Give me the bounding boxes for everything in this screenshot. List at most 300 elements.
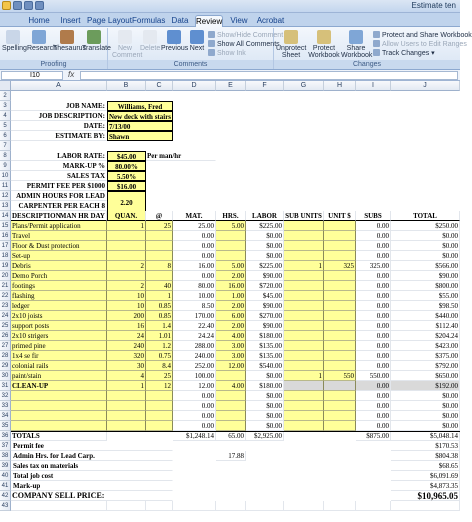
summary-value-sales-tax-on-materials[interactable]: $68.65	[391, 461, 460, 471]
line-item-description[interactable]: Travel	[11, 231, 107, 241]
line-item-cell[interactable]: 0.00	[173, 421, 216, 431]
line-item-cell[interactable]: 40	[146, 281, 173, 291]
line-item-cell[interactable]: 0.00	[173, 251, 216, 261]
line-item-cell[interactable]: $135.00	[246, 341, 284, 351]
admin-hours-label[interactable]: MAN HR DAY	[11, 211, 107, 221]
line-item-cell[interactable]	[284, 231, 324, 241]
row-header[interactable]: 20	[0, 271, 11, 281]
line-item-cell[interactable]	[107, 241, 146, 251]
column-header-d[interactable]: D	[173, 81, 216, 91]
line-item-cell[interactable]: 25.00	[173, 221, 216, 231]
value-date[interactable]: 7/13/00	[107, 121, 173, 131]
row-header[interactable]: 11	[0, 181, 11, 191]
line-item-cell[interactable]: 5.00	[216, 261, 246, 271]
column-title-[interactable]: @	[146, 211, 173, 221]
line-item-cell[interactable]: 0.00	[173, 271, 216, 281]
line-item-cell[interactable]: 0.00	[356, 391, 391, 401]
line-item-cell[interactable]	[107, 251, 146, 261]
line-item-cell[interactable]	[146, 421, 173, 431]
empty-cell[interactable]	[284, 501, 324, 511]
line-item-description[interactable]: CLEAN-UP	[11, 381, 107, 391]
column-header-a[interactable]: A	[11, 81, 107, 91]
line-item-cell[interactable]: $0.00	[246, 241, 284, 251]
line-item-description[interactable]: Plans/Permit application	[11, 221, 107, 231]
row-header[interactable]: 4	[0, 111, 11, 121]
line-item-cell[interactable]: 2.00	[216, 271, 246, 281]
line-item-cell[interactable]: 0.00	[356, 321, 391, 331]
line-item-cell[interactable]: 16	[107, 321, 146, 331]
line-item-cell[interactable]: 0.00	[356, 331, 391, 341]
line-item-cell[interactable]: $90.00	[246, 301, 284, 311]
totals-subs[interactable]: $875.00	[356, 431, 391, 441]
row-header[interactable]: 27	[0, 341, 11, 351]
line-item-cell[interactable]: 80.00	[173, 281, 216, 291]
line-item-cell[interactable]	[107, 401, 146, 411]
line-item-cell[interactable]: $0.00	[391, 231, 460, 241]
line-item-description[interactable]: 2x10 joists	[11, 311, 107, 321]
line-item-cell[interactable]: $90.00	[391, 271, 460, 281]
line-item-cell[interactable]	[146, 241, 173, 251]
unprotect-sheet-button[interactable]	[276, 30, 306, 59]
line-item-cell[interactable]: $90.00	[246, 271, 284, 281]
row-header[interactable]: 10	[0, 171, 11, 181]
empty-cell[interactable]	[173, 501, 216, 511]
line-item-cell[interactable]: $45.00	[246, 291, 284, 301]
column-header-b[interactable]: B	[107, 81, 146, 91]
delete-comment-button[interactable]	[140, 30, 160, 52]
line-item-cell[interactable]: 4.00	[216, 381, 246, 391]
line-item-description[interactable]: support posts	[11, 321, 107, 331]
line-item-cell[interactable]	[324, 411, 356, 421]
line-item-cell[interactable]: $0.00	[246, 421, 284, 431]
thesaurus-button[interactable]	[53, 30, 87, 52]
row-header[interactable]: 37	[0, 441, 11, 451]
column-title-labor[interactable]: LABOR	[246, 211, 284, 221]
line-item-cell[interactable]: 30	[107, 361, 146, 371]
line-item-cell[interactable]: 550	[324, 371, 356, 381]
line-item-description[interactable]	[11, 411, 107, 421]
line-item-cell[interactable]	[284, 311, 324, 321]
row-header[interactable]: 34	[0, 411, 11, 421]
admin-hours-label[interactable]: ADMIN HOURS FOR LEAD	[11, 191, 107, 201]
row-header[interactable]: 9	[0, 161, 11, 171]
line-item-cell[interactable]	[324, 241, 356, 251]
line-item-cell[interactable]: $135.00	[246, 351, 284, 361]
row-header[interactable]: 18	[0, 251, 11, 261]
line-item-description[interactable]: 2x10 strigers	[11, 331, 107, 341]
line-item-cell[interactable]: 320	[107, 351, 146, 361]
row-header[interactable]: 3	[0, 101, 11, 111]
column-title-hrs[interactable]: HRS.	[216, 211, 246, 221]
totals-labor[interactable]: $2,925.00	[246, 431, 284, 441]
allow-users-edit-ranges-button[interactable]	[373, 40, 467, 49]
line-item-cell[interactable]: 0.00	[356, 361, 391, 371]
line-item-cell[interactable]: 1.01	[146, 331, 173, 341]
line-item-cell[interactable]: $270.00	[246, 311, 284, 321]
line-item-cell[interactable]	[284, 291, 324, 301]
line-item-description[interactable]: Debris	[11, 261, 107, 271]
line-item-description[interactable]: 1x4 se fir	[11, 351, 107, 361]
row-header[interactable]: 7	[0, 141, 11, 151]
line-item-cell[interactable]: 1.4	[146, 321, 173, 331]
previous-comment-button[interactable]	[161, 30, 187, 52]
rate-note[interactable]: Per man/hr	[146, 151, 216, 161]
line-item-cell[interactable]: 0.85	[146, 311, 173, 321]
line-item-cell[interactable]: $800.00	[391, 281, 460, 291]
line-item-cell[interactable]: 22.40	[173, 321, 216, 331]
line-item-cell[interactable]	[284, 271, 324, 281]
line-item-description[interactable]	[11, 391, 107, 401]
line-item-cell[interactable]: $0.00	[391, 251, 460, 261]
row-header[interactable]: 2	[0, 91, 11, 101]
line-item-cell[interactable]: $0.00	[246, 231, 284, 241]
line-item-cell[interactable]: $650.00	[391, 371, 460, 381]
line-item-cell[interactable]	[324, 391, 356, 401]
show-all-comments-button[interactable]	[208, 40, 280, 49]
line-item-cell[interactable]: 25	[146, 221, 173, 231]
label-job-description[interactable]: JOB DESCRIPTION:	[11, 111, 107, 121]
line-item-cell[interactable]: 200	[107, 311, 146, 321]
line-item-cell[interactable]: 325.00	[356, 261, 391, 271]
line-item-cell[interactable]: 24.24	[173, 331, 216, 341]
line-item-cell[interactable]: 0.00	[356, 421, 391, 431]
line-item-cell[interactable]	[216, 371, 246, 381]
tab-formulas[interactable]: Formulas	[132, 16, 166, 25]
line-item-cell[interactable]	[324, 421, 356, 431]
line-item-cell[interactable]: 2.00	[216, 301, 246, 311]
line-item-cell[interactable]: $0.00	[246, 371, 284, 381]
line-item-cell[interactable]	[216, 391, 246, 401]
column-title-quan[interactable]: QUAN.	[107, 211, 146, 221]
line-item-cell[interactable]: 170.00	[173, 311, 216, 321]
row-header[interactable]: 42	[0, 491, 11, 501]
line-item-cell[interactable]	[284, 331, 324, 341]
line-item-cell[interactable]: 24	[107, 331, 146, 341]
summary-value-total-job-cost[interactable]: $6,091.69	[391, 471, 460, 481]
row-header[interactable]: 17	[0, 241, 11, 251]
label-mark-up[interactable]: MARK-UP %	[11, 161, 107, 171]
protect-workbook-button[interactable]	[308, 30, 340, 59]
summary-mark-up[interactable]: Mark-up	[11, 481, 173, 491]
line-item-description[interactable]: colonial rails	[11, 361, 107, 371]
line-item-cell[interactable]	[324, 311, 356, 321]
row-header[interactable]: 41	[0, 481, 11, 491]
line-item-cell[interactable]	[324, 381, 356, 391]
line-item-cell[interactable]: 4	[107, 371, 146, 381]
column-header-g[interactable]: G	[284, 81, 324, 91]
line-item-cell[interactable]: $180.00	[246, 381, 284, 391]
row-header[interactable]: 14	[0, 211, 11, 221]
row-header[interactable]: 43	[0, 501, 11, 511]
column-title-description[interactable]: DESCRIPTION	[11, 211, 107, 221]
line-item-cell[interactable]	[216, 241, 246, 251]
tab-home[interactable]: Home	[28, 16, 50, 25]
empty-cell[interactable]	[11, 501, 107, 511]
line-item-cell[interactable]: 0.85	[146, 301, 173, 311]
line-item-cell[interactable]	[284, 381, 324, 391]
line-item-description[interactable]: Floor & Dust protection	[11, 241, 107, 251]
empty-cell[interactable]	[391, 501, 460, 511]
line-item-cell[interactable]: 0.00	[356, 241, 391, 251]
line-item-cell[interactable]: $0.00	[391, 421, 460, 431]
line-item-cell[interactable]: 0.00	[173, 411, 216, 421]
totals-mat[interactable]: $1,248.14	[173, 431, 216, 441]
line-item-cell[interactable]	[284, 411, 324, 421]
line-item-cell[interactable]: 240	[107, 341, 146, 351]
protect-share-workbook-button[interactable]	[373, 31, 472, 40]
fx-icon[interactable]: fx	[68, 70, 75, 79]
line-item-cell[interactable]: $0.00	[246, 391, 284, 401]
line-item-cell[interactable]: $566.00	[391, 261, 460, 271]
line-item-cell[interactable]: 0.00	[356, 301, 391, 311]
column-header-h[interactable]: H	[324, 81, 356, 91]
summary-value-admin-hrs-for-lead-carp[interactable]: $804.38	[391, 451, 460, 461]
row-header[interactable]: 25	[0, 321, 11, 331]
summary-permit-fee[interactable]: Permit fee	[11, 441, 173, 451]
row-header[interactable]: 40	[0, 471, 11, 481]
line-item-description[interactable]: footings	[11, 281, 107, 291]
row-header[interactable]: 28	[0, 351, 11, 361]
line-item-cell[interactable]: 8.50	[173, 301, 216, 311]
line-item-cell[interactable]	[216, 421, 246, 431]
value-permit-fee-per-1000[interactable]: $16.00	[107, 181, 146, 191]
tab-data[interactable]: Data	[171, 16, 189, 25]
line-item-cell[interactable]: 0.00	[356, 411, 391, 421]
line-item-cell[interactable]: 1	[284, 261, 324, 271]
row-header[interactable]: 33	[0, 401, 11, 411]
line-item-description[interactable]	[11, 401, 107, 411]
summary-admin-hrs-for-lead-carp[interactable]: Admin Hrs. for Lead Carp.	[11, 451, 173, 461]
translate-button[interactable]	[82, 30, 111, 52]
line-item-cell[interactable]: 1.2	[146, 341, 173, 351]
line-item-cell[interactable]: $204.24	[391, 331, 460, 341]
show-hide-comment-button[interactable]	[208, 31, 283, 40]
line-item-cell[interactable]: 0.00	[356, 311, 391, 321]
label-labor-rate[interactable]: LABOR RATE:	[11, 151, 107, 161]
empty-cell[interactable]	[146, 501, 173, 511]
line-item-cell[interactable]	[216, 231, 246, 241]
line-item-cell[interactable]: 325	[324, 261, 356, 271]
line-item-description[interactable]: ledger	[11, 301, 107, 311]
track-changes-button[interactable]	[373, 49, 435, 58]
column-header-c[interactable]: C	[146, 81, 173, 91]
line-item-cell[interactable]: 1.00	[216, 291, 246, 301]
line-item-cell[interactable]: 4.00	[216, 331, 246, 341]
row-header[interactable]: 6	[0, 131, 11, 141]
totals-hrs[interactable]: 65.00	[216, 431, 246, 441]
summary-value-mark-up[interactable]: $4,873.35	[391, 481, 460, 491]
line-item-cell[interactable]: $0.00	[391, 401, 460, 411]
line-item-cell[interactable]: $225.00	[246, 261, 284, 271]
line-item-cell[interactable]: 10	[107, 291, 146, 301]
value-labor-rate[interactable]: $45.00	[107, 151, 146, 161]
column-header-f[interactable]: F	[246, 81, 284, 91]
line-item-cell[interactable]: 10	[107, 301, 146, 311]
line-item-cell[interactable]: 100.00	[173, 371, 216, 381]
line-item-cell[interactable]: 2	[107, 261, 146, 271]
line-item-cell[interactable]	[146, 251, 173, 261]
line-item-cell[interactable]	[146, 411, 173, 421]
empty-cell[interactable]	[216, 501, 246, 511]
summary-value-permit-fee[interactable]: $170.53	[391, 441, 460, 451]
line-item-cell[interactable]	[146, 391, 173, 401]
line-item-cell[interactable]	[284, 401, 324, 411]
row-header[interactable]: 8	[0, 151, 11, 161]
admin-hours-label[interactable]: CARPENTER PER EACH 8	[11, 201, 107, 211]
empty-cell[interactable]	[107, 501, 146, 511]
line-item-cell[interactable]: 25	[146, 371, 173, 381]
line-item-cell[interactable]	[324, 361, 356, 371]
line-item-cell[interactable]	[284, 321, 324, 331]
share-workbook-button[interactable]	[341, 30, 371, 59]
line-item-cell[interactable]: 0.75	[146, 351, 173, 361]
column-title-subs[interactable]: SUBS	[356, 211, 391, 221]
line-item-cell[interactable]: 0.00	[356, 231, 391, 241]
line-item-cell[interactable]: 16.00	[173, 261, 216, 271]
row-header[interactable]: 23	[0, 301, 11, 311]
line-item-cell[interactable]: 2.00	[216, 321, 246, 331]
column-header-e[interactable]: E	[216, 81, 246, 91]
line-item-cell[interactable]	[324, 281, 356, 291]
line-item-cell[interactable]: 2	[107, 281, 146, 291]
line-item-cell[interactable]: 0.00	[173, 401, 216, 411]
row-header[interactable]: 29	[0, 361, 11, 371]
line-item-cell[interactable]: 16.00	[216, 281, 246, 291]
column-title-sub-units[interactable]: SUB UNITS	[284, 211, 324, 221]
line-item-cell[interactable]: $0.00	[391, 391, 460, 401]
admin-hours-value[interactable]: 2.20	[107, 191, 146, 221]
line-item-cell[interactable]: 550.00	[356, 371, 391, 381]
row-header[interactable]: 16	[0, 231, 11, 241]
line-item-cell[interactable]: 252.00	[173, 361, 216, 371]
line-item-cell[interactable]: 10.00	[173, 291, 216, 301]
line-item-cell[interactable]: 1	[107, 221, 146, 231]
empty-cell[interactable]	[324, 501, 356, 511]
row-header[interactable]: 36	[0, 431, 11, 441]
row-header[interactable]: 15	[0, 221, 11, 231]
value-job-name[interactable]: Williams, Fred	[107, 101, 173, 111]
line-item-cell[interactable]	[284, 341, 324, 351]
line-item-cell[interactable]: $180.00	[246, 331, 284, 341]
line-item-description[interactable]	[11, 421, 107, 431]
line-item-cell[interactable]: 8.4	[146, 361, 173, 371]
line-item-cell[interactable]: 0.00	[173, 231, 216, 241]
line-item-cell[interactable]: 0.00	[173, 391, 216, 401]
line-item-cell[interactable]: 0.00	[173, 241, 216, 251]
row-header[interactable]: 24	[0, 311, 11, 321]
tab-acrobat[interactable]: Acrobat	[256, 16, 285, 25]
line-item-cell[interactable]	[284, 251, 324, 261]
empty-cell[interactable]	[356, 501, 391, 511]
line-item-cell[interactable]: $375.00	[391, 351, 460, 361]
line-item-cell[interactable]: 288.00	[173, 341, 216, 351]
line-item-cell[interactable]	[324, 331, 356, 341]
line-item-cell[interactable]	[216, 411, 246, 421]
tab-review[interactable]: Review	[196, 17, 223, 26]
line-item-cell[interactable]	[324, 231, 356, 241]
row-header[interactable]: 21	[0, 281, 11, 291]
line-item-cell[interactable]: 1	[146, 291, 173, 301]
line-item-description[interactable]: primed pine	[11, 341, 107, 351]
line-item-cell[interactable]: 0.00	[356, 291, 391, 301]
next-comment-button[interactable]	[188, 30, 206, 52]
line-item-cell[interactable]	[284, 221, 324, 231]
tab-page-layout[interactable]: Page Layout	[87, 16, 132, 25]
line-item-cell[interactable]: 1	[284, 371, 324, 381]
value-sales-tax[interactable]: 5.50%	[107, 171, 146, 181]
label-sales-tax[interactable]: SALES TAX	[11, 171, 107, 181]
row-header[interactable]: 35	[0, 421, 11, 431]
line-item-cell[interactable]: 0.00	[356, 281, 391, 291]
line-item-cell[interactable]	[324, 401, 356, 411]
column-title-unit[interactable]: UNIT $	[324, 211, 356, 221]
show-ink-button[interactable]	[208, 49, 246, 58]
line-item-cell[interactable]: $792.00	[391, 361, 460, 371]
line-item-cell[interactable]: 12.00	[216, 361, 246, 371]
line-item-cell[interactable]	[324, 271, 356, 281]
line-item-cell[interactable]	[216, 251, 246, 261]
totals-label[interactable]: TOTALS	[11, 431, 107, 441]
line-item-cell[interactable]	[146, 231, 173, 241]
line-item-cell[interactable]: 12.00	[173, 381, 216, 391]
line-item-cell[interactable]	[146, 271, 173, 281]
line-item-cell[interactable]: 0.00	[356, 341, 391, 351]
line-item-cell[interactable]: $0.00	[391, 411, 460, 421]
column-header-i[interactable]: I	[356, 81, 391, 91]
line-item-cell[interactable]: $55.00	[391, 291, 460, 301]
line-item-cell[interactable]: 12	[146, 381, 173, 391]
line-item-cell[interactable]: 0.00	[356, 221, 391, 231]
row-header[interactable]: 12	[0, 191, 11, 201]
line-item-cell[interactable]: 1	[107, 381, 146, 391]
select-all-corner[interactable]	[0, 81, 11, 91]
line-item-cell[interactable]: 5.00	[216, 221, 246, 231]
line-item-cell[interactable]: $98.50	[391, 301, 460, 311]
line-item-cell[interactable]	[107, 391, 146, 401]
line-item-cell[interactable]	[284, 241, 324, 251]
line-item-cell[interactable]: $225.00	[246, 221, 284, 231]
row-header[interactable]: 26	[0, 331, 11, 341]
line-item-cell[interactable]	[324, 321, 356, 331]
tab-insert[interactable]: Insert	[60, 16, 81, 25]
row-header[interactable]: 32	[0, 391, 11, 401]
line-item-cell[interactable]: $440.00	[391, 311, 460, 321]
line-item-cell[interactable]: 0.00	[356, 251, 391, 261]
line-item-cell[interactable]: $0.00	[246, 411, 284, 421]
line-item-cell[interactable]	[324, 301, 356, 311]
value-estimate-by[interactable]: Shawn	[107, 131, 173, 141]
spelling-button[interactable]	[2, 30, 27, 52]
row-header[interactable]: 30	[0, 371, 11, 381]
line-item-cell[interactable]: $90.00	[246, 321, 284, 331]
line-item-cell[interactable]: 8	[146, 261, 173, 271]
row-header[interactable]: 13	[0, 201, 11, 211]
line-item-cell[interactable]	[107, 271, 146, 281]
value-job-description[interactable]: New deck with stairs	[109, 113, 172, 121]
line-item-cell[interactable]: $0.00	[391, 241, 460, 251]
line-item-cell[interactable]: 0.00	[356, 271, 391, 281]
line-item-cell[interactable]	[107, 421, 146, 431]
tab-view[interactable]: View	[230, 16, 248, 25]
line-item-cell[interactable]	[107, 411, 146, 421]
line-item-description[interactable]: flashing	[11, 291, 107, 301]
summary-company-sell-price[interactable]: COMPANY SELL PRICE:	[11, 491, 173, 501]
line-item-cell[interactable]	[284, 391, 324, 401]
row-header[interactable]: 39	[0, 461, 11, 471]
line-item-cell[interactable]: $720.00	[246, 281, 284, 291]
summary-extra[interactable]: 17.88	[216, 451, 246, 461]
line-item-cell[interactable]: $0.00	[246, 251, 284, 261]
